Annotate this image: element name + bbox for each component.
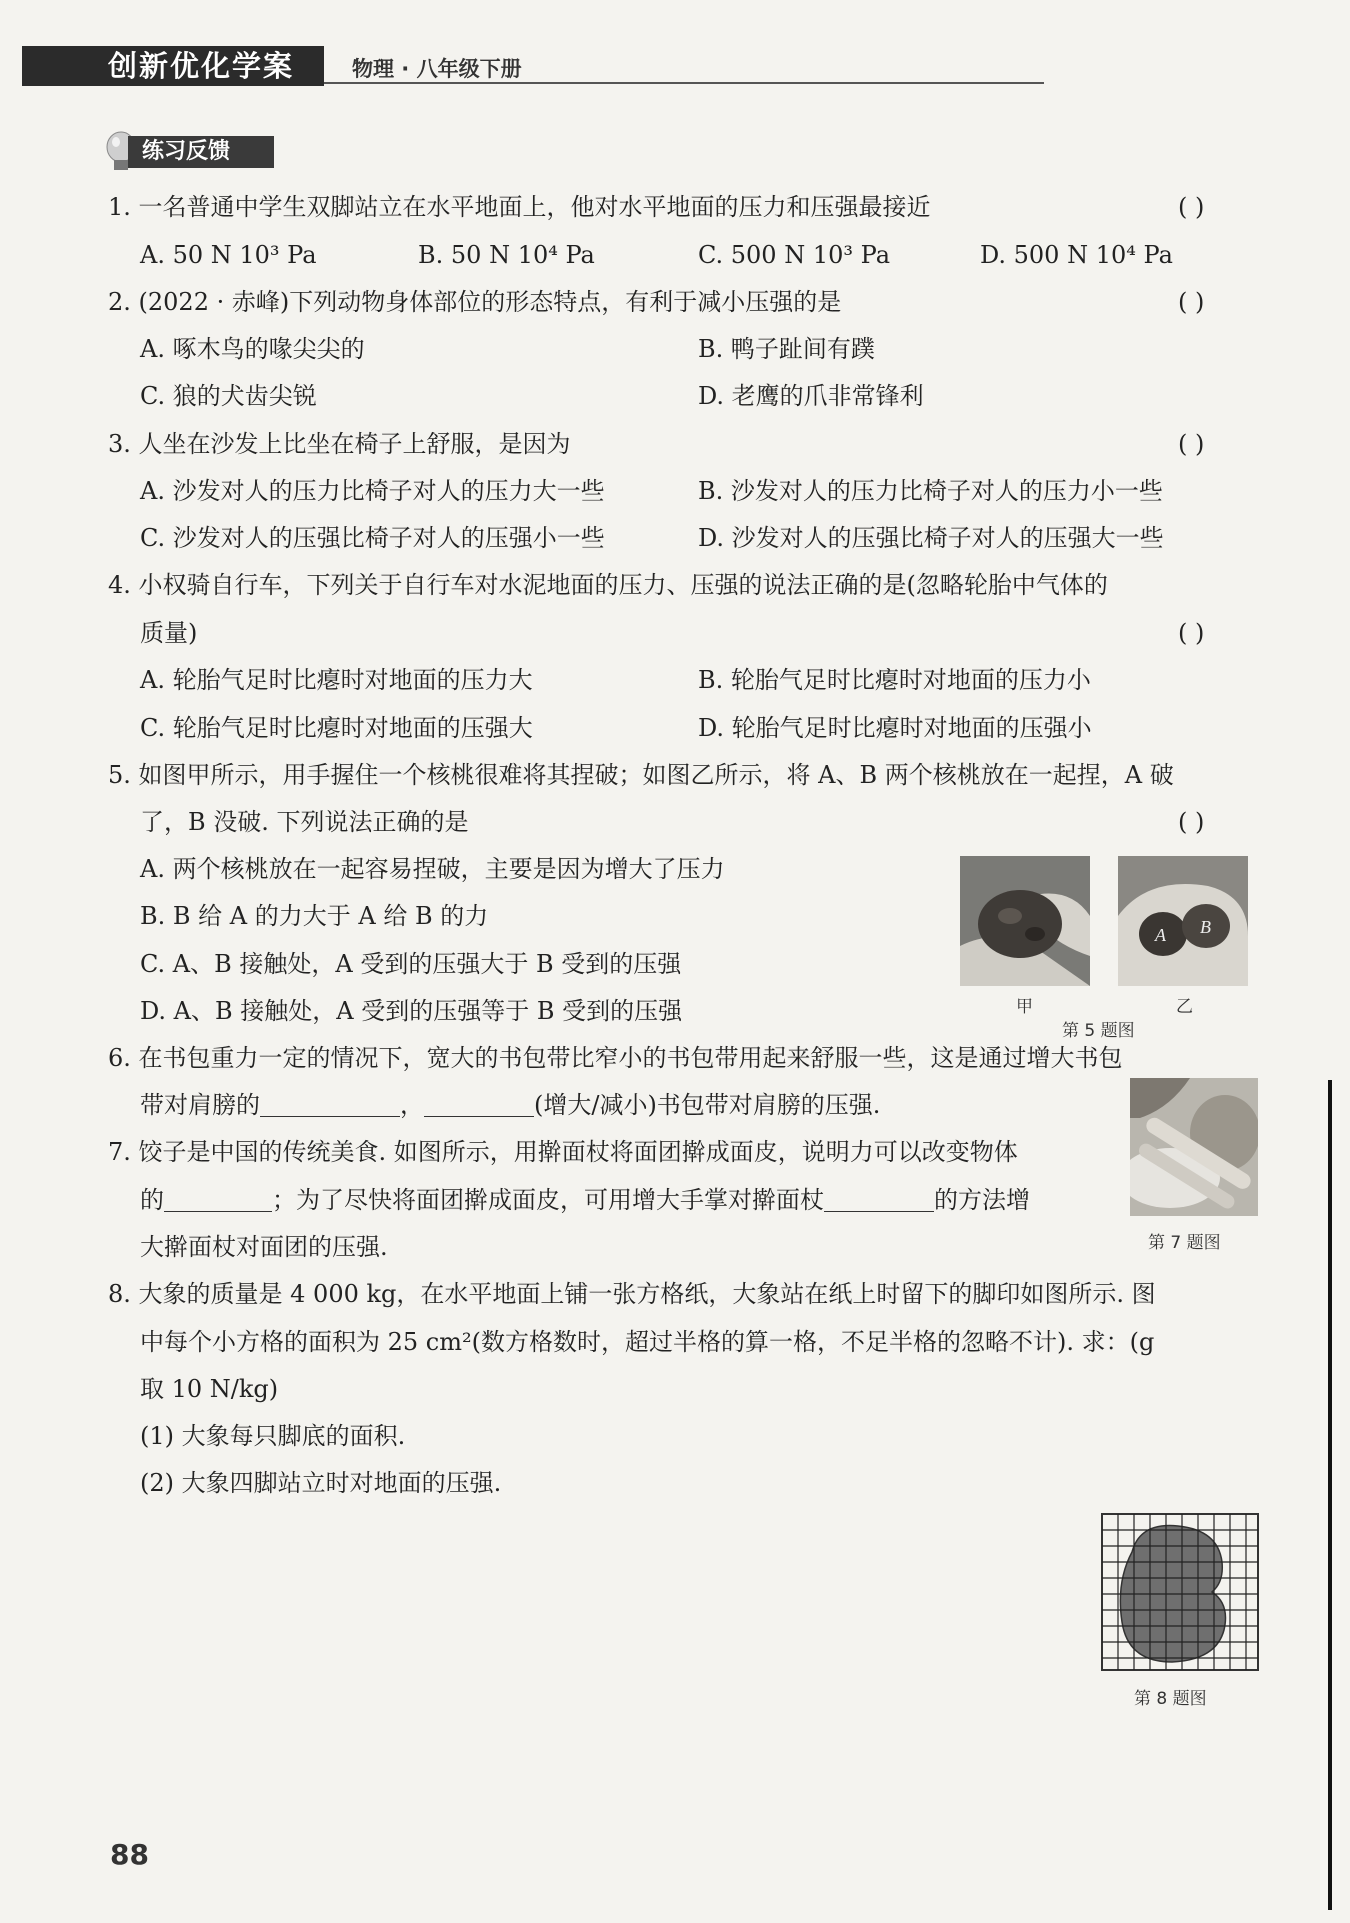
q5-option-b: B. B 给 A 的力大于 A 给 B 的力	[140, 902, 489, 930]
q2-option-c: C. 狼的犬齿尖锐	[140, 382, 317, 410]
q4-stem: 4. 小权骑自行车，下列关于自行车对水泥地面的压力、压强的说法正确的是(忽略轮胎中气体的	[108, 571, 1108, 599]
q8-stem: 8. 大象的质量是 4 000 kg，在水平地面上铺一张方格纸，大象站在纸上时留下的脚印如图所示. 图	[108, 1280, 1156, 1308]
q1-option-d: D. 500 N 10⁴ Pa	[980, 241, 1173, 269]
q6-text-c: (增大/减小)书包带对肩膀的压强.	[534, 1091, 881, 1119]
q4-stem-2: 质量)	[140, 619, 198, 647]
q7-line-2	[140, 1184, 1030, 1216]
q4-option-d: D. 轮胎气足时比瘪时对地面的压强小	[698, 714, 1092, 742]
q7-fig-caption: 第 7 题图	[1148, 1233, 1221, 1253]
q6-blank-2[interactable]	[424, 1092, 534, 1117]
q3-option-a: A. 沙发对人的压力比椅子对人的压力大一些	[140, 477, 605, 505]
q1-option-a: A. 50 N 10³ Pa	[140, 241, 317, 269]
header-subject: 物理 · 八年级下册	[352, 57, 522, 81]
page-edge-shadow	[1328, 1080, 1332, 1910]
q3-answer-paren: ( )	[1178, 430, 1205, 458]
q6-text-b: ，	[400, 1091, 424, 1119]
q6-text-a: 带对肩膀的	[140, 1091, 260, 1119]
header-rule	[324, 82, 1044, 84]
q3-option-d: D. 沙发对人的压强比椅子对人的压强大一些	[698, 524, 1164, 552]
q7-text-c: 的方法增	[934, 1186, 1030, 1214]
q1-answer-paren: ( )	[1178, 193, 1205, 221]
q6-stem: 6. 在书包重力一定的情况下，宽大的书包带比窄小的书包带用起来舒服一些，这是通过增大书包	[108, 1044, 1123, 1072]
q5-option-a: A. 两个核桃放在一起容易捏破，主要是因为增大了压力	[140, 855, 725, 883]
q5-fig-caption: 第 5 题图	[1062, 1021, 1135, 1041]
q5-stem: 5. 如图甲所示，用手握住一个核桃很难将其捏破；如图乙所示，将 A、B 两个核桃放在一起捏，A 破	[108, 761, 1174, 789]
q8-line-2: 中每个小方格的面积为 25 cm²(数方格数时，超过半格的算一格，不足半格的忽略不计). 求：(g	[140, 1328, 1155, 1356]
q5-stem-2: 了，B 没破. 下列说法正确的是	[140, 808, 469, 836]
q8-line-3: 取 10 N/kg)	[140, 1375, 279, 1403]
q5-fig-label-right: 乙	[1176, 997, 1193, 1017]
q2-stem: 2. (2022 · 赤峰)下列动物身体部位的形态特点，有利于减小压强的是	[108, 288, 842, 316]
q4-option-c: C. 轮胎气足时比瘪时对地面的压强大	[140, 714, 533, 742]
q4-answer-paren: ( )	[1178, 619, 1205, 647]
q2-option-a: A. 啄木鸟的喙尖尖的	[140, 335, 365, 363]
q7-blank-1[interactable]	[164, 1187, 272, 1212]
walnut-photo-right	[1118, 856, 1248, 986]
q3-option-c: C. 沙发对人的压强比椅子对人的压强小一些	[140, 524, 605, 552]
q3-stem: 3. 人坐在沙发上比坐在椅子上舒服，是因为	[108, 430, 571, 458]
q6-blank-1[interactable]	[260, 1092, 400, 1117]
walnut-label-a: A	[1155, 925, 1166, 945]
q1-option-c: C. 500 N 10³ Pa	[698, 241, 890, 269]
q5-option-d: D. A、B 接触处，A 受到的压强等于 B 受到的压强	[140, 997, 683, 1025]
page-number: 88	[110, 1838, 149, 1871]
q5-answer-paren: ( )	[1178, 808, 1205, 836]
q4-option-a: A. 轮胎气足时比瘪时对地面的压力大	[140, 666, 533, 694]
q7-blank-2[interactable]	[824, 1187, 934, 1212]
q6-line-2	[140, 1089, 880, 1121]
rolling-pin-photo	[1130, 1078, 1258, 1216]
header-brand: 创新优化学案	[108, 49, 295, 83]
q5-fig-label-left: 甲	[1016, 997, 1033, 1017]
q4-option-b: B. 轮胎气足时比瘪时对地面的压力小	[698, 666, 1091, 694]
section-title: 练习反馈	[128, 136, 274, 168]
q7-stem: 7. 饺子是中国的传统美食. 如图所示，用擀面杖将面团擀成面皮，说明力可以改变物体	[108, 1138, 1018, 1166]
footprint-grid-figure	[1100, 1512, 1260, 1672]
q2-answer-paren: ( )	[1178, 288, 1205, 316]
q1-option-b: B. 50 N 10⁴ Pa	[418, 241, 595, 269]
q8-fig-caption: 第 8 题图	[1134, 1689, 1207, 1709]
q3-option-b: B. 沙发对人的压力比椅子对人的压力小一些	[698, 477, 1163, 505]
q8-sub-1: (1) 大象每只脚底的面积.	[140, 1422, 406, 1450]
q5-option-c: C. A、B 接触处，A 受到的压强大于 B 受到的压强	[140, 950, 682, 978]
walnut-label-b: B	[1200, 917, 1211, 937]
q2-option-d: D. 老鹰的爪非常锋利	[698, 382, 924, 410]
q1-stem: 1. 一名普通中学生双脚站立在水平地面上，他对水平地面的压力和压强最接近	[108, 193, 931, 221]
q7-text-b: ；为了尽快将面团擀成面皮，可用增大手掌对擀面杖	[272, 1186, 824, 1214]
q2-option-b: B. 鸭子趾间有蹼	[698, 335, 875, 363]
q7-text-a: 的	[140, 1186, 164, 1214]
q7-line-3: 大擀面杖对面团的压强.	[140, 1233, 388, 1261]
q8-sub-2: (2) 大象四脚站立时对地面的压强.	[140, 1469, 502, 1497]
walnut-photo-left	[960, 856, 1090, 986]
